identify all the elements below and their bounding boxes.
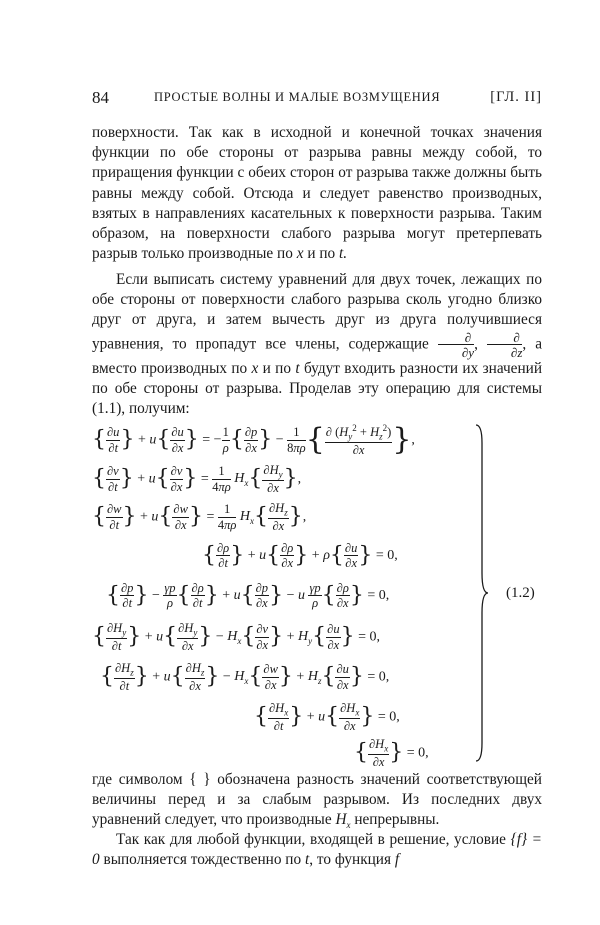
paragraph-1 [92,123,542,264]
var-hx: $H_x$ [335,811,351,831]
running-title: ПРОСТЫЕ ВОЛНЫ И МАЛЫЕ ВОЗМУЩЕНИЯ [154,90,441,104]
paragraph-2: Если выписать систему уравнений для двух точек, лежащих по обе стороны от поверхности слабого разрыва сколь угодно близко друг от друга, и затем вычесть друг из друга получившиеся уравнения, то пропадут все члены, содержащие ∂ ∂y , ∂ ∂z , а вместо производных по x и по t будут входить разности их значений по обе стороны от разрыва. Проделав эту операцию для системы (1.1), получим: [92,271,543,418]
system-right-brace [475,423,489,763]
var-x: x [296,245,304,263]
condition-f: {f} = 0 [92,831,542,869]
para1-and: и по [307,245,336,263]
partial-z-fraction: ∂ ∂z [487,331,522,359]
partial-y-fraction: ∂ ∂y [438,331,474,359]
var-t: t. [339,245,348,263]
para2-text-a: Если выписать систему уравнений для двух точек, лежащих по обе стороны от поверхности слабого разрыва сколь угодно близко друг от друга, и затем вычесть друг из друга получившиеся уравнения, то пропадут все члены, содержащие [92,271,542,353]
para4-text-a: Так как для любой функции, входящей в решение, условие [116,831,506,848]
para2-text-c: и по [262,359,292,377]
eq-row-1: { $\frac{\partial u}{\partial t}$ } + u{ $\frac{\partial u}{\partial x}$ } = − $\frac{1}{\rho}$ { $\frac{\partial p}{\partial x}$ } − $\frac{1}{8\pi\rho}$ { $\frac{\partial (H_y^2 + H_z^2)}{\partial x}$ }, [92,422,415,458]
eq-row-9: { $\frac{\partial H_x}{\partial x}$ } = 0, [354,737,429,769]
paragraph-3 [92,770,542,836]
page-number: 84 [92,88,109,107]
chapter-label: [ГЛ. II] [490,89,542,105]
para3-text: где символом { } обозначена разность значений соответствующей величины перед и за слабым разрывом. Из последних двух уравнений следует, что производные [92,771,542,829]
para1-text: поверхности. Так как в исходной и конечной точках значения функции по обе стороны от разрыва равны между собой, то приращения функции с обеих сторон от разрыва также должны быть равны между собой. Отсюда и следует равенство производных, взятых в направлениях касательных к поверхности разрыва. Таким образом, на поверхности слабого разрыва могут претерпевать разрыв только производные по [92,124,542,263]
eq-row-4: { $\frac{\partial\rho}{\partial t}$ } + u{ $\frac{\partial\rho}{\partial x}$ } + ρ{ $\frac{\partial u}{\partial x}$ } = 0, [202,541,398,571]
eq-row-6: { $\frac{\partial H_y}{\partial t}$ } + u{ $\frac{\partial H_y}{\partial x}$ } − $H_x${ $\frac{\partial v}{\partial x}$ } + $H_y${ $\frac{\partial u}{\partial x}$ } = 0, [92,621,380,653]
para4-text-b: выполняется тождественно по [103,851,302,869]
var-t-3: t [304,851,310,869]
running-header [92,88,542,110]
equation-number: (1.2) [506,585,535,601]
para3-text-b: непрерывны. [354,811,440,829]
eq-row-3: { $\frac{\partial w}{\partial t}$ } + u{ $\frac{\partial w}{\partial x}$ } = $\frac{1}{4\pi\rho}$ $H_x${ $\frac{\partial H_z}{\partial x}$ }, [92,501,307,533]
eq-row-7: { $\frac{\partial H_z}{\partial t}$ } + u{ $\frac{\partial H_z}{\partial x}$ } − $H_x${ $\frac{\partial w}{\partial x}$ } + $H_z${ $\frac{\partial u}{\partial x}$ } = 0, [100,661,390,693]
para2-text-b: , а вместо производных по [92,335,542,377]
para2-text-d: будут входить разности их значений по обе стороны от разрыва. Проделав эту операцию для системы (1.1), получим: [92,359,543,418]
var-f: f [394,851,400,869]
var-x-2: x [251,359,259,377]
para4-text-c: , то функция [309,851,392,869]
paragraph-4 [92,830,542,870]
equation-system-1-2 [92,422,552,769]
eq-row-5: { $\frac{\partial p}{\partial t}$ } − $\frac{\gamma p}{\rho}$ { $\frac{\partial\rho}{\partial t}$ } + u{ $\frac{\partial p}{\partial x}$ } − u $\frac{\gamma p}{\rho}$ { $\frac{\partial\rho}{\partial x}$ } = 0, [106,581,390,611]
var-t-2: t [295,359,300,377]
eq-row-8: { $\frac{\partial H_x}{\partial t}$ } + u{ $\frac{\partial H_x}{\partial x}$ } = 0, [254,701,400,733]
eq-row-2: { $\frac{\partial v}{\partial t}$ } + u{ $\frac{\partial v}{\partial x}$ } = $\frac{1}{4\pi\rho}$ $H_x${ $\frac{\partial H_y}{\partial x}$ }, [92,463,302,495]
